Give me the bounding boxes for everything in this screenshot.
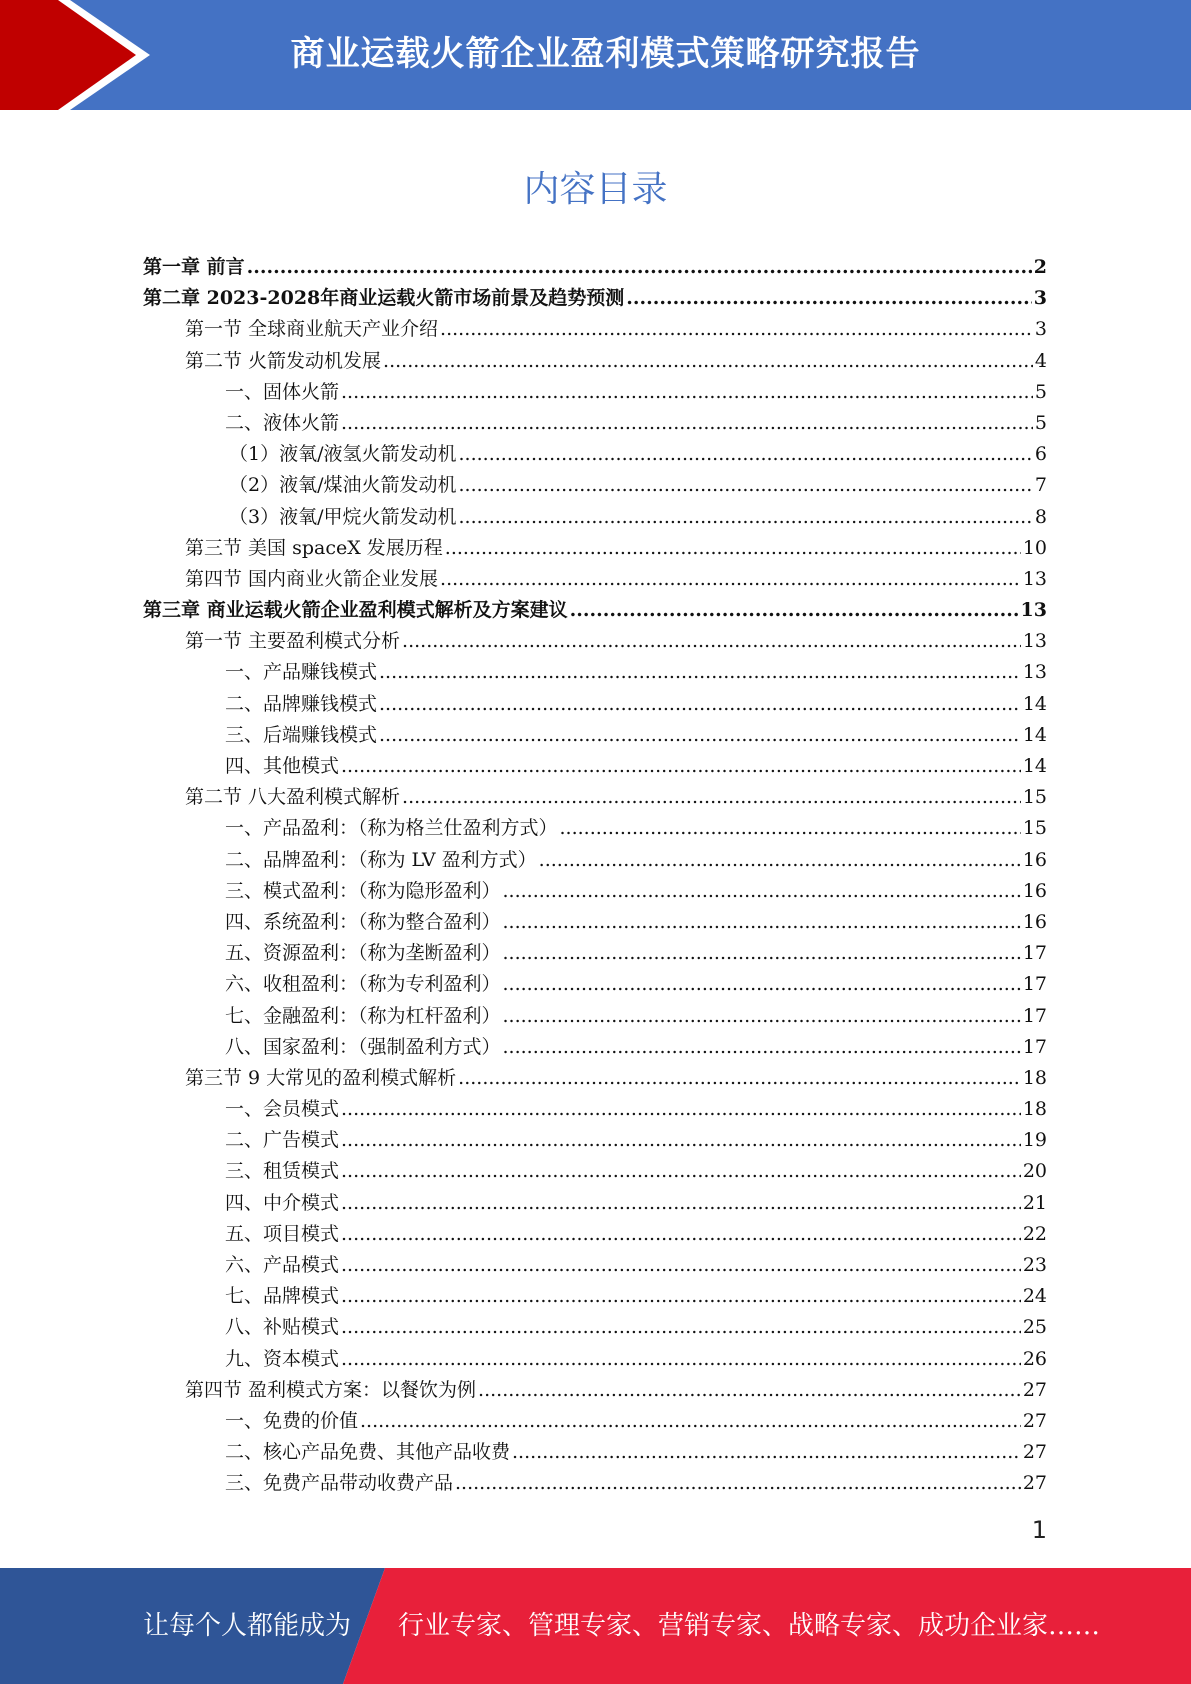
toc-leader-dots xyxy=(383,346,1033,377)
toc-entry-page: 13 xyxy=(1022,567,1047,590)
toc-entry-title: 二、广告模式 xyxy=(225,1129,340,1152)
toc-entry-page: 2 xyxy=(1033,256,1047,278)
toc-entry[interactable] xyxy=(143,595,1047,626)
toc-leader-dots xyxy=(341,751,1021,782)
toc-entry-page: 20 xyxy=(1022,1160,1047,1183)
toc-leader-dots xyxy=(440,564,1021,595)
toc-leader-dots xyxy=(503,1032,1021,1063)
toc-leader-dots xyxy=(341,1281,1021,1312)
toc-entry[interactable] xyxy=(143,626,1047,657)
toc-leader-dots xyxy=(341,1312,1021,1343)
table-of-contents xyxy=(143,252,1047,1500)
toc-entry-page: 19 xyxy=(1022,1129,1047,1152)
toc-entry[interactable] xyxy=(143,439,1047,470)
toc-entry-page: 7 xyxy=(1034,474,1047,497)
toc-entry-page: 17 xyxy=(1022,1004,1047,1027)
toc-entry[interactable] xyxy=(143,876,1047,907)
toc-entry[interactable] xyxy=(143,1312,1047,1343)
toc-entry-page: 17 xyxy=(1022,973,1047,996)
toc-entry-title: 第三节 美国 spaceX 发展历程 xyxy=(185,536,443,559)
toc-entry[interactable] xyxy=(143,1281,1047,1312)
toc-entry[interactable] xyxy=(143,782,1047,813)
toc-entry-title: 七、品牌模式 xyxy=(225,1285,340,1308)
toc-entry-title: 三、租赁模式 xyxy=(225,1160,340,1183)
toc-entry-page: 4 xyxy=(1034,349,1047,372)
footer-slogan-left: 让每个人都能成为 xyxy=(143,1611,352,1641)
toc-entry-page: 21 xyxy=(1022,1191,1047,1214)
toc-entry-page: 23 xyxy=(1022,1254,1047,1276)
toc-entry[interactable] xyxy=(143,1032,1047,1063)
toc-entry-title: 五、资源盈利：（称为垄断盈利） xyxy=(225,942,501,965)
toc-entry-page: 14 xyxy=(1022,692,1047,715)
toc-leader-dots xyxy=(247,252,1032,283)
toc-entry-page: 16 xyxy=(1022,848,1047,871)
toc-leader-dots xyxy=(379,689,1021,720)
toc-entry-title: 第一节 全球商业航天产业介绍 xyxy=(185,318,439,341)
toc-entry-title: （1）液氧/液氢火箭发动机 xyxy=(229,443,457,466)
toc-entry-page: 13 xyxy=(1020,599,1047,622)
toc-entry-page: 5 xyxy=(1034,380,1047,403)
toc-leader-dots xyxy=(341,1250,1021,1281)
toc-entry-page: 3 xyxy=(1034,318,1047,341)
toc-leader-dots xyxy=(341,408,1033,439)
toc-entry-page: 17 xyxy=(1022,1035,1047,1058)
toc-entry-title: 一、会员模式 xyxy=(225,1098,340,1121)
toc-entry[interactable] xyxy=(143,564,1047,595)
toc-leader-dots xyxy=(459,439,1033,470)
toc-leader-dots xyxy=(379,720,1021,751)
toc-entry-title: 二、核心产品免费、其他产品收费 xyxy=(225,1441,511,1464)
toc-leader-dots xyxy=(455,1468,1021,1499)
toc-entry-title: 九、资本模式 xyxy=(225,1347,340,1370)
toc-entry-title: 第二节 火箭发动机发展 xyxy=(185,349,382,372)
toc-leader-dots xyxy=(539,845,1021,876)
toc-leader-dots xyxy=(503,907,1021,938)
toc-entry[interactable] xyxy=(143,907,1047,938)
toc-leader-dots xyxy=(503,938,1021,969)
toc-entry-title: 第三章 商业运载火箭企业盈利模式解析及方案建议 xyxy=(143,599,568,622)
toc-entry-page: 27 xyxy=(1022,1409,1047,1432)
toc-entry[interactable] xyxy=(143,720,1047,751)
toc-entry-page: 6 xyxy=(1034,443,1047,466)
toc-entry-page: 18 xyxy=(1022,1066,1047,1089)
toc-entry-page: 10 xyxy=(1022,536,1047,559)
toc-entry[interactable] xyxy=(143,346,1047,377)
toc-entry-page: 27 xyxy=(1022,1378,1047,1401)
toc-entry[interactable] xyxy=(143,314,1047,345)
toc-leader-dots xyxy=(459,502,1033,533)
toc-entry-title: （2）液氧/煤油火箭发动机 xyxy=(229,474,457,497)
toc-entry-title: 第四节 国内商业火箭企业发展 xyxy=(185,567,439,590)
toc-entry-title: 第一章 前言 xyxy=(143,256,245,278)
toc-entry-page: 15 xyxy=(1022,817,1047,840)
toc-entry-title: 二、品牌赚钱模式 xyxy=(225,692,378,715)
page-number: 1 xyxy=(1031,1516,1047,1544)
toc-entry[interactable] xyxy=(143,1188,1047,1219)
toc-entry-title: 六、收租盈利：（称为专利盈利） xyxy=(225,973,501,996)
toc-entry-title: 第二节 八大盈利模式解析 xyxy=(185,786,401,809)
toc-entry-page: 26 xyxy=(1022,1347,1047,1370)
toc-leader-dots xyxy=(459,470,1033,501)
toc-entry[interactable] xyxy=(143,408,1047,439)
toc-leader-dots xyxy=(512,1437,1021,1468)
toc-entry[interactable] xyxy=(143,1156,1047,1187)
toc-leader-dots xyxy=(445,533,1021,564)
toc-entry[interactable] xyxy=(143,1406,1047,1437)
toc-entry-title: 三、后端赚钱模式 xyxy=(225,723,378,746)
toc-entry[interactable] xyxy=(143,751,1047,782)
toc-entry-title: 一、固体火箭 xyxy=(225,380,340,403)
toc-leader-dots xyxy=(341,1125,1021,1156)
toc-entry-title: 第四节 盈利模式方案：以餐饮为例 xyxy=(185,1378,477,1401)
toc-entry-title: 四、系统盈利：（称为整合盈利） xyxy=(225,910,501,933)
toc-entry-title: 第三节 9 大常见的盈利模式解析 xyxy=(185,1066,457,1089)
toc-entry-page: 25 xyxy=(1022,1316,1047,1339)
toc-entry[interactable] xyxy=(143,1468,1047,1499)
toc-entry-title: 一、免费的价值 xyxy=(225,1409,359,1432)
report-title: 商业运载火箭企业盈利模式策略研究报告 xyxy=(290,34,921,74)
toc-entry-title: 四、中介模式 xyxy=(225,1191,340,1214)
footer-banner xyxy=(0,1568,1191,1684)
toc-entry[interactable] xyxy=(143,657,1047,688)
toc-leader-dots xyxy=(379,657,1021,688)
toc-entry[interactable] xyxy=(143,1219,1047,1250)
header-banner xyxy=(0,0,1191,110)
toc-entry[interactable] xyxy=(143,533,1047,564)
toc-leader-dots xyxy=(341,1156,1021,1187)
toc-entry[interactable] xyxy=(143,1001,1047,1032)
toc-entry-page: 27 xyxy=(1022,1441,1047,1464)
toc-leader-dots xyxy=(341,1188,1021,1219)
toc-leader-dots xyxy=(503,876,1021,907)
toc-entry-title: 三、免费产品带动收费产品 xyxy=(225,1472,454,1495)
toc-entry-page: 24 xyxy=(1022,1285,1047,1308)
toc-entry-page: 15 xyxy=(1022,786,1047,809)
toc-entry-page: 8 xyxy=(1034,505,1047,528)
toc-entry[interactable] xyxy=(143,1344,1047,1375)
toc-entry-title: 八、补贴模式 xyxy=(225,1316,340,1339)
toc-entry[interactable] xyxy=(143,1437,1047,1468)
toc-entry-page: 5 xyxy=(1034,411,1047,434)
toc-entry[interactable] xyxy=(143,1375,1047,1406)
toc-entry-title: （3）液氧/甲烷火箭发动机 xyxy=(229,505,457,528)
footer-slogan-right: 行业专家、管理专家、营销专家、战略专家、成功企业家…… xyxy=(398,1611,1101,1641)
toc-leader-dots xyxy=(503,1001,1021,1032)
toc-leader-dots xyxy=(478,1375,1021,1406)
toc-leader-dots xyxy=(458,1063,1021,1094)
toc-entry-page: 16 xyxy=(1022,879,1047,902)
toc-entry-title: 第一节 主要盈利模式分析 xyxy=(185,630,401,653)
toc-entry[interactable] xyxy=(143,252,1047,283)
toc-entry-title: 一、产品赚钱模式 xyxy=(225,661,378,684)
toc-entry[interactable] xyxy=(143,502,1047,533)
toc-leader-dots xyxy=(341,377,1033,408)
toc-entry-page: 14 xyxy=(1022,723,1047,746)
toc-entry-title: 六、产品模式 xyxy=(225,1254,340,1276)
toc-entry-title: 第二章 2023-2028年商业运载火箭市场前景及趋势预测 xyxy=(143,287,625,310)
toc-entry-page: 14 xyxy=(1022,755,1047,777)
toc-entry[interactable] xyxy=(143,470,1047,501)
toc-entry-title: 二、液体火箭 xyxy=(225,411,340,434)
toc-entry-title: 五、项目模式 xyxy=(225,1222,340,1245)
toc-heading: 内容目录 xyxy=(523,169,668,210)
toc-entry[interactable] xyxy=(143,1250,1047,1281)
toc-entry-title: 四、其他模式 xyxy=(225,755,340,777)
toc-entry-page: 18 xyxy=(1022,1098,1047,1121)
toc-entry[interactable] xyxy=(143,813,1047,844)
toc-leader-dots xyxy=(402,626,1021,657)
toc-entry-page: 3 xyxy=(1033,287,1047,310)
toc-leader-dots xyxy=(360,1406,1021,1437)
toc-entry[interactable] xyxy=(143,1125,1047,1156)
toc-leader-dots xyxy=(570,595,1019,626)
toc-entry-page: 17 xyxy=(1022,942,1047,965)
toc-leader-dots xyxy=(560,813,1021,844)
toc-entry[interactable] xyxy=(143,845,1047,876)
toc-entry-title: 三、模式盈利：（称为隐形盈利） xyxy=(225,879,501,902)
toc-entry-page: 22 xyxy=(1022,1222,1047,1245)
toc-entry-page: 16 xyxy=(1022,910,1047,933)
toc-entry[interactable] xyxy=(143,1063,1047,1094)
toc-entry-page: 27 xyxy=(1022,1472,1047,1495)
toc-leader-dots xyxy=(503,969,1021,1000)
toc-entry[interactable] xyxy=(143,938,1047,969)
toc-entry-title: 七、金融盈利：（称为杠杆盈利） xyxy=(225,1004,501,1027)
toc-leader-dots xyxy=(341,1344,1021,1375)
toc-entry-title: 二、品牌盈利：（称为 LV 盈利方式） xyxy=(225,848,537,871)
toc-leader-dots xyxy=(402,782,1021,813)
toc-leader-dots xyxy=(626,283,1032,314)
toc-leader-dots xyxy=(440,314,1033,345)
toc-leader-dots xyxy=(341,1094,1021,1125)
toc-entry[interactable] xyxy=(143,689,1047,720)
toc-entry[interactable] xyxy=(143,283,1047,314)
toc-entry[interactable] xyxy=(143,377,1047,408)
toc-entry-title: 八、国家盈利：（强制盈利方式） xyxy=(225,1035,501,1058)
toc-entry-page: 13 xyxy=(1022,630,1047,653)
toc-entry[interactable] xyxy=(143,1094,1047,1125)
toc-entry-page: 13 xyxy=(1022,661,1047,684)
toc-leader-dots xyxy=(341,1219,1021,1250)
toc-entry-title: 一、产品盈利：（称为格兰仕盈利方式） xyxy=(225,817,558,840)
toc-entry[interactable] xyxy=(143,969,1047,1000)
